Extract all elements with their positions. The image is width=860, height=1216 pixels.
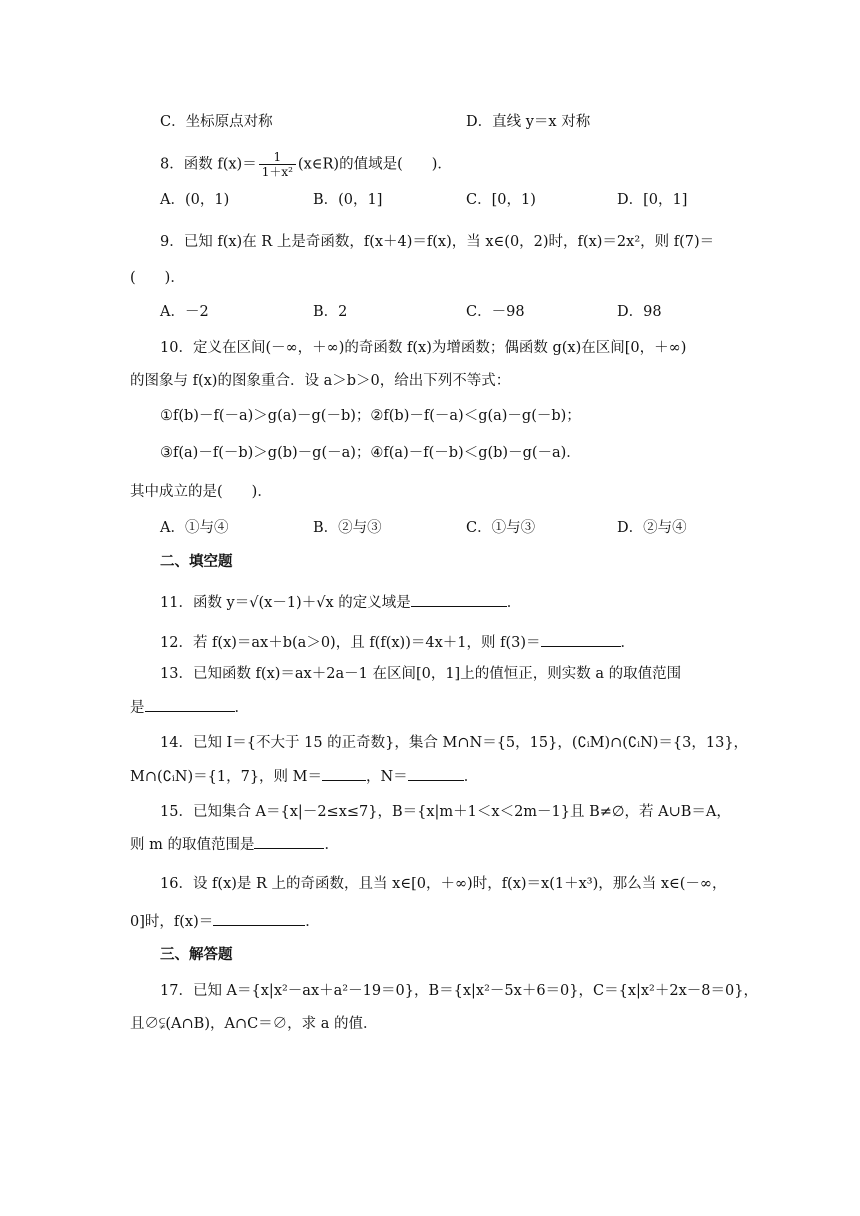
q12-stem-pre: 12．若 f(x)＝ax＋b(a＞0)，且 f(f(x))＝4x＋1，则 f(3)＝	[160, 635, 541, 651]
q8-stem-post: (x∈R)的值域是( )．	[297, 156, 452, 173]
q16-line-2-pre: 0]时，f(x)＝	[130, 914, 214, 930]
q8-stem-pre: 8．函数 f(x)＝	[160, 156, 257, 173]
q9-option-b: B．2	[313, 304, 348, 320]
q10-line-4: ③f(a)－f(－b)＞g(b)－g(－a)；④f(a)－f(－b)＜g(b)－g(－a)．	[160, 445, 581, 461]
q13-line-2-pre: 是	[130, 700, 145, 716]
q8-fraction	[259, 150, 296, 179]
q14-line-1: 14．已知 I＝{不大于 15 的正奇数}，集合 M∩N＝{5，15}，(∁ᵢM)∩(∁ᵢN)＝{3，13}，	[160, 735, 749, 751]
q10-line-3: ①f(b)－f(－a)＞g(a)－g(－b)；②f(b)－f(－a)＜g(a)－g(－b)；	[160, 408, 581, 424]
q10-option-d: D．②与④	[617, 520, 687, 536]
q14-answer-blank-n[interactable]	[408, 766, 464, 781]
q15-line-1: 15．已知集合 A＝{x|－2≤x≤7}，B＝{x|m＋1＜x＜2m－1}且 B≠∅，若 A∪B＝A，	[160, 804, 731, 820]
q8-fraction-den: 1＋x²	[261, 165, 293, 179]
q8-stem	[160, 150, 452, 179]
q12-stem	[160, 632, 635, 653]
q14-line-2-pre: M∩(∁ᵢN)＝{1，7}，则 M＝	[130, 769, 322, 785]
q11-stem-post: ．	[506, 595, 522, 611]
q14-line-2-mid: ，N＝	[366, 769, 408, 785]
q17-line-1: 17．已知 A＝{x|x²－ax＋a²－19＝0}，B＝{x|x²－5x＋6＝0}，C＝{x|x²＋2x－8＝0}，	[160, 983, 758, 999]
q8-option-b: B．(0，1]	[313, 192, 383, 208]
q16-line-2-post: ．	[305, 914, 320, 930]
q10-line-1: 10．定义在区间(－∞，＋∞)的奇函数 f(x)为增函数；偶函数 g(x)在区间[0，＋∞)	[160, 340, 687, 356]
q10-option-a: A．①与④	[160, 520, 229, 536]
q12-stem-post: ．	[620, 635, 635, 651]
q7-option-c: C．坐标原点对称	[160, 114, 273, 130]
q15-line-2	[130, 834, 339, 855]
q15-line-2-post: ．	[324, 837, 339, 853]
q17-line-2: 且∅⫋(A∩B)，A∩C＝∅，求 a 的值．	[130, 1016, 378, 1032]
q8-option-d: D．[0，1]	[617, 192, 688, 208]
q13-line-2	[130, 697, 249, 718]
q14-line-2	[130, 766, 478, 787]
q9-option-d: D．98	[617, 304, 662, 320]
q11-answer-blank[interactable]	[411, 592, 507, 607]
q10-line-2: 的图象与 f(x)的图象重合．设 a＞b＞0，给出下列不等式：	[130, 373, 511, 389]
q11-stem-pre: 11．函数 y＝√(x－1)＋√x 的定义域是	[160, 595, 411, 611]
q9-option-a: A．－2	[160, 304, 209, 320]
q15-answer-blank[interactable]	[254, 834, 324, 849]
section-fill-in-heading: 二、填空题	[160, 553, 233, 570]
q16-line-2	[130, 911, 320, 932]
q10-option-b: B．②与③	[313, 520, 382, 536]
q13-line-1: 13．已知函数 f(x)＝ax＋2a－1 在区间[0，1]上的值恒正，则实数 a 的取值范围	[160, 666, 682, 682]
q13-line-2-post: ．	[234, 700, 249, 716]
q16-answer-blank[interactable]	[213, 911, 305, 926]
q15-line-2-pre: 则 m 的取值范围是	[130, 837, 255, 853]
q14-answer-blank-m[interactable]	[322, 766, 366, 781]
q8-option-a: A．(0，1)	[160, 192, 230, 208]
q9-option-c: C．－98	[466, 304, 525, 320]
q9-line-2: ( )．	[130, 270, 185, 286]
q8-option-c: C．[0，1)	[466, 192, 536, 208]
q16-line-1: 16．设 f(x)是 R 上的奇函数，且当 x∈[0，＋∞)时，f(x)＝x(1＋x³)，那么当 x∈(－∞，	[160, 876, 727, 892]
q13-answer-blank[interactable]	[145, 697, 235, 712]
q14-line-2-post: ．	[463, 769, 479, 785]
q9-line-1: 9．已知 f(x)在 R 上是奇函数，f(x＋4)＝f(x)，当 x∈(0，2)时，f(x)＝2x²，则 f(7)＝	[160, 234, 715, 250]
q10-line-5: 其中成立的是( )．	[130, 484, 272, 500]
q8-fraction-num: 1	[259, 150, 296, 165]
q7-option-d: D．直线 y＝x 对称	[466, 114, 591, 130]
q11-stem	[160, 592, 521, 613]
q12-answer-blank[interactable]	[541, 632, 621, 647]
section-solution-heading: 三、解答题	[160, 946, 233, 963]
q10-option-c: C．①与③	[466, 520, 536, 536]
